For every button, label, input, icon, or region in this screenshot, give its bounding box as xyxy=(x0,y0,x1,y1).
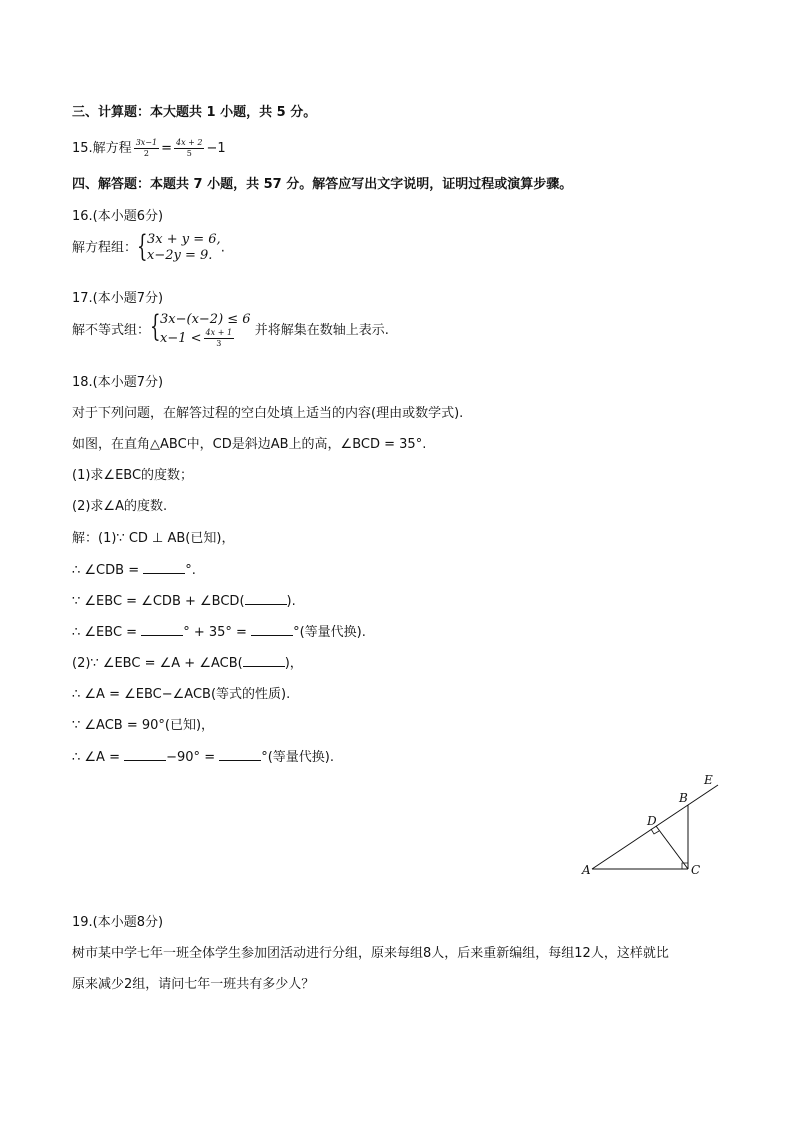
blank-field[interactable] xyxy=(143,561,185,574)
q15-prefix: 15.解方程 xyxy=(72,141,132,156)
q18-part2: (2)求∠A的度数. xyxy=(72,499,168,514)
label-A: A xyxy=(582,863,591,877)
question-16 xyxy=(72,229,225,264)
q18-step6: ∴ ∠A = ∠EBC−∠ACB(等式的性质). xyxy=(72,687,291,702)
blank-field[interactable] xyxy=(219,748,261,761)
label-D: D xyxy=(647,814,657,828)
q17-title: 17.(本小题7分) xyxy=(72,291,164,306)
label-E: E xyxy=(704,773,713,787)
q16-prefix: 解方程组： xyxy=(72,240,138,256)
q18-step7: ∵ ∠ACB = 90°(已知)， xyxy=(72,718,215,733)
q17-system: { 3x−(x−2) ≤ 6 x−1 < $\frac{4x + 1}{3}$ xyxy=(150,309,251,348)
question-15 xyxy=(72,138,226,159)
right-angle-D xyxy=(651,829,659,834)
q19-title: 19.(本小题8分) xyxy=(72,915,164,930)
q16-title: 16.(本小题6分) xyxy=(72,209,164,224)
q16-system: { 3x + y = 6, x−2y = 9. xyxy=(137,229,221,264)
label-B: B xyxy=(679,791,688,805)
q18-step3: ∵ ∠EBC = ∠CDB + ∠BCD( ). xyxy=(72,594,296,609)
section4-heading: 四、解答题：本题共 7 小题，共 57 分。解答应写出文字说明，证明过程或演算步骤。 xyxy=(72,177,573,192)
blank-field[interactable] xyxy=(124,748,166,761)
q18-step2: ∴ ∠CDB = °. xyxy=(72,563,196,578)
q18-given: 如图，在直角△ABC中，CD是斜边AB上的高，∠BCD = 35°. xyxy=(72,437,427,452)
q19-text-line1: 树市某中学七年一班全体学生参加团活动进行分组，原来每组8人，后来重新编组，每组12人，这样就比 xyxy=(72,946,669,961)
q15-equals: = xyxy=(161,141,172,156)
label-C: C xyxy=(691,863,701,877)
q15-rhs-fraction: $\frac{4x + 2}{5}$ xyxy=(176,138,203,158)
blank-field[interactable] xyxy=(251,623,293,636)
blank-field[interactable] xyxy=(245,592,287,605)
q18-intro: 对于下列问题，在解答过程的空白处填上适当的内容(理由或数学式). xyxy=(72,406,464,421)
q19-text-line2: 原来减少2组，请问七年一班共有多少人？ xyxy=(72,977,315,992)
blank-field[interactable] xyxy=(141,623,183,636)
q17-prefix: 解不等式组： xyxy=(72,323,151,338)
line-CD xyxy=(656,826,688,869)
blank-field[interactable] xyxy=(243,654,285,667)
q18-step8: ∴ ∠A = −90° = °(等量代换). xyxy=(72,750,335,765)
section3-heading: 三、计算题：本大题共 1 小题，共 5 分。 xyxy=(72,105,317,120)
triangle-figure xyxy=(580,770,730,880)
q15-lhs-fraction: $\frac{3x-1}{2}$ xyxy=(135,138,158,158)
q16-tail: . xyxy=(220,240,225,256)
question-17 xyxy=(72,309,389,349)
q18-step4: ∴ ∠EBC = ° + 35° = °(等量代换). xyxy=(72,625,366,640)
q15-tail: −1 xyxy=(206,141,226,156)
q18-part1: (1)求∠EBC的度数； xyxy=(72,468,194,483)
q18-step5: (2)∵ ∠EBC = ∠A + ∠ACB( )， xyxy=(72,656,303,671)
q17-tail: 并将解集在数轴上表示. xyxy=(254,323,389,338)
q18-step1: 解：(1)∵ CD ⊥ AB(已知)， xyxy=(72,531,235,546)
q18-title: 18.(本小题7分) xyxy=(72,375,164,390)
